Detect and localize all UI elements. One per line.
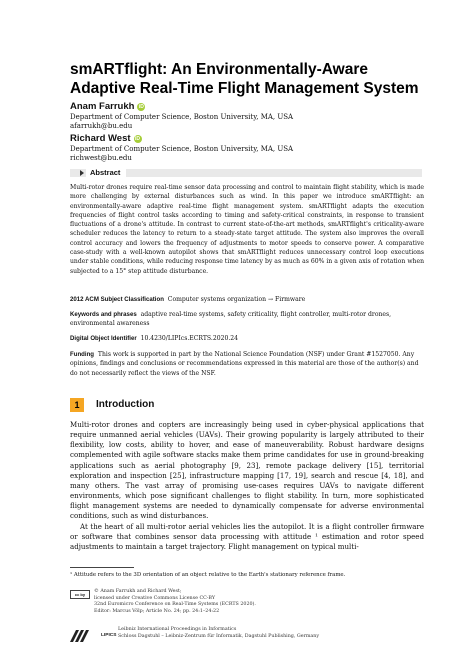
funding-text: This work is supported in part by the National Science Foundation (NSF) under Grant #1527050. Any opinions, findings and conclusions or recommendations expressed in this material are those of the author(s) and do not necessarily reflect the views of the NSF.	[70, 351, 419, 377]
author-affiliation: Department of Computer Science, Boston University, MA, USA	[70, 145, 294, 153]
section-heading	[70, 398, 430, 412]
footer-line: © Anam Farrukh and Richard West;	[94, 589, 182, 594]
footnote: ¹ Attitude refers to the 3D orientation of an object relative to the Earth's stationary reference frame.	[70, 572, 346, 578]
footer-line: 32nd Euromicro Conference on Real-Time Systems (ECRTS 2020).	[94, 602, 256, 607]
funding-line	[70, 350, 424, 378]
abstract-heading	[70, 167, 422, 179]
orcid-icon[interactable]: iD	[135, 136, 141, 142]
title-line-2: Adaptive Real-Time Flight Management System	[70, 80, 419, 97]
keywords-text: adaptive real-time systems, safety criticality, flight controller, multi-rotor drones, environmental awareness	[70, 311, 392, 328]
author-name: Richard West	[70, 133, 131, 144]
paragraph: At the heart of all multi-rotor aerial vehicles lies the autopilot. It is a flight controller firmware or software that combines sensor data processing with attitude ¹ estimation and rotor speed adjustments to maintain a target trajectory. Flight management on typical multi-	[70, 521, 424, 551]
triangle-icon	[80, 170, 84, 176]
lipics-publisher	[118, 627, 438, 640]
author-email[interactable]: richwest@bu.edu	[70, 154, 132, 162]
author-affiliation: Department of Computer Science, Boston University, MA, USA	[70, 113, 294, 121]
lipics-logo-icon	[70, 630, 98, 642]
footer-line: licensed under Creative Commons License CC-BY	[94, 595, 216, 601]
section-title: Introduction	[96, 399, 155, 410]
abstract-label: Abstract	[90, 168, 121, 177]
footer-line: Editor: Marcus Völp; Article No. 24; pp. 24:1–24:22	[94, 608, 220, 614]
footnote-rule	[70, 567, 134, 568]
author-block-1	[70, 101, 430, 131]
doi-line	[70, 334, 424, 343]
doi-link[interactable]: 10.4230/LIPIcs.ECRTS.2020.24	[140, 335, 239, 342]
paper-title	[70, 60, 430, 98]
lipics-label: LIPICS	[101, 633, 117, 638]
introduction-body	[70, 420, 424, 552]
abstract-text: Multi-rotor drones require real-time sensor data processing and control to maintain flight stability, which is made more challenging by external disturbances such as wind. In this paper we introduce smARTflight: an environmentally-aware adaptive real-time flight management system. smARTflight adapts the execution frequencies of flight control tasks according to timing and safety-critical constraints, in response to transient fluctuations of a drone's attitude. In contrast to current state-of-the-art methods, smARTflight's criticality-aware scheduler reduces the latency to return to a steady-state target attitude. The system also improves the overall control accuracy and lowers the frequency of adjustments to motor speeds to conserve power. A comparative case-study with a well-known autopilot shows that smARTflight reduces unnecessary control loop executions under stable conditions, while reducing response time latency by as much as 60% in a given axis of rotation when subjected to a 15° step attitude disturbance.	[70, 184, 424, 275]
keywords-line	[70, 310, 424, 329]
ccs-line	[70, 295, 424, 304]
creative-commons-icon: cc by	[70, 590, 90, 599]
keywords-label: Keywords and phrases	[70, 311, 137, 318]
author-block-2	[70, 133, 430, 163]
author-name: Anam Farrukh	[70, 101, 135, 112]
paragraph: Multi-rotor drones and copters are increasingly being used in cyber-physical applications that require unmanned aerial vehicles (UAVs). Their growing popularity is largely attributed to their flexibility, low costs, ability to hover, and ease of maneuverability. Robust hardware designs complemented with agile software stacks make them prime candidates for use in ground-breaking applications such as aerial photography [9, 23], remote package delivery [15], territorial exploration and inspection [25], infrastructure mapping [17, 19], search and rescue [4, 18], and many others. The vast array of promising use-cases requires UAVs to navigate different environments, which pose significant challenges to flight stability. In turn, more sophisticated flight management systems are needed to dynamically compensate for adverse environmental conditions, such as wind disturbances.	[70, 420, 424, 521]
doi-label: Digital Object Identifier	[70, 335, 137, 342]
author-email[interactable]: afarrukh@bu.edu	[70, 122, 133, 130]
ccs-label: 2012 ACM Subject Classification	[70, 296, 164, 303]
orcid-icon[interactable]: iD	[138, 104, 144, 110]
publisher-line: Leibniz International Proceedings in Informatics	[118, 627, 237, 632]
section-number: 1	[70, 398, 84, 412]
title-line-1: smARTflight: An Environmentally-Aware	[70, 61, 368, 78]
ccs-text: Computer systems organization → Firmware	[167, 296, 306, 303]
publisher-line: Schloss Dagstuhl – Leibniz-Zentrum für Informatik, Dagstuhl Publishing, Germany	[118, 633, 320, 639]
funding-label: Funding	[70, 351, 95, 358]
